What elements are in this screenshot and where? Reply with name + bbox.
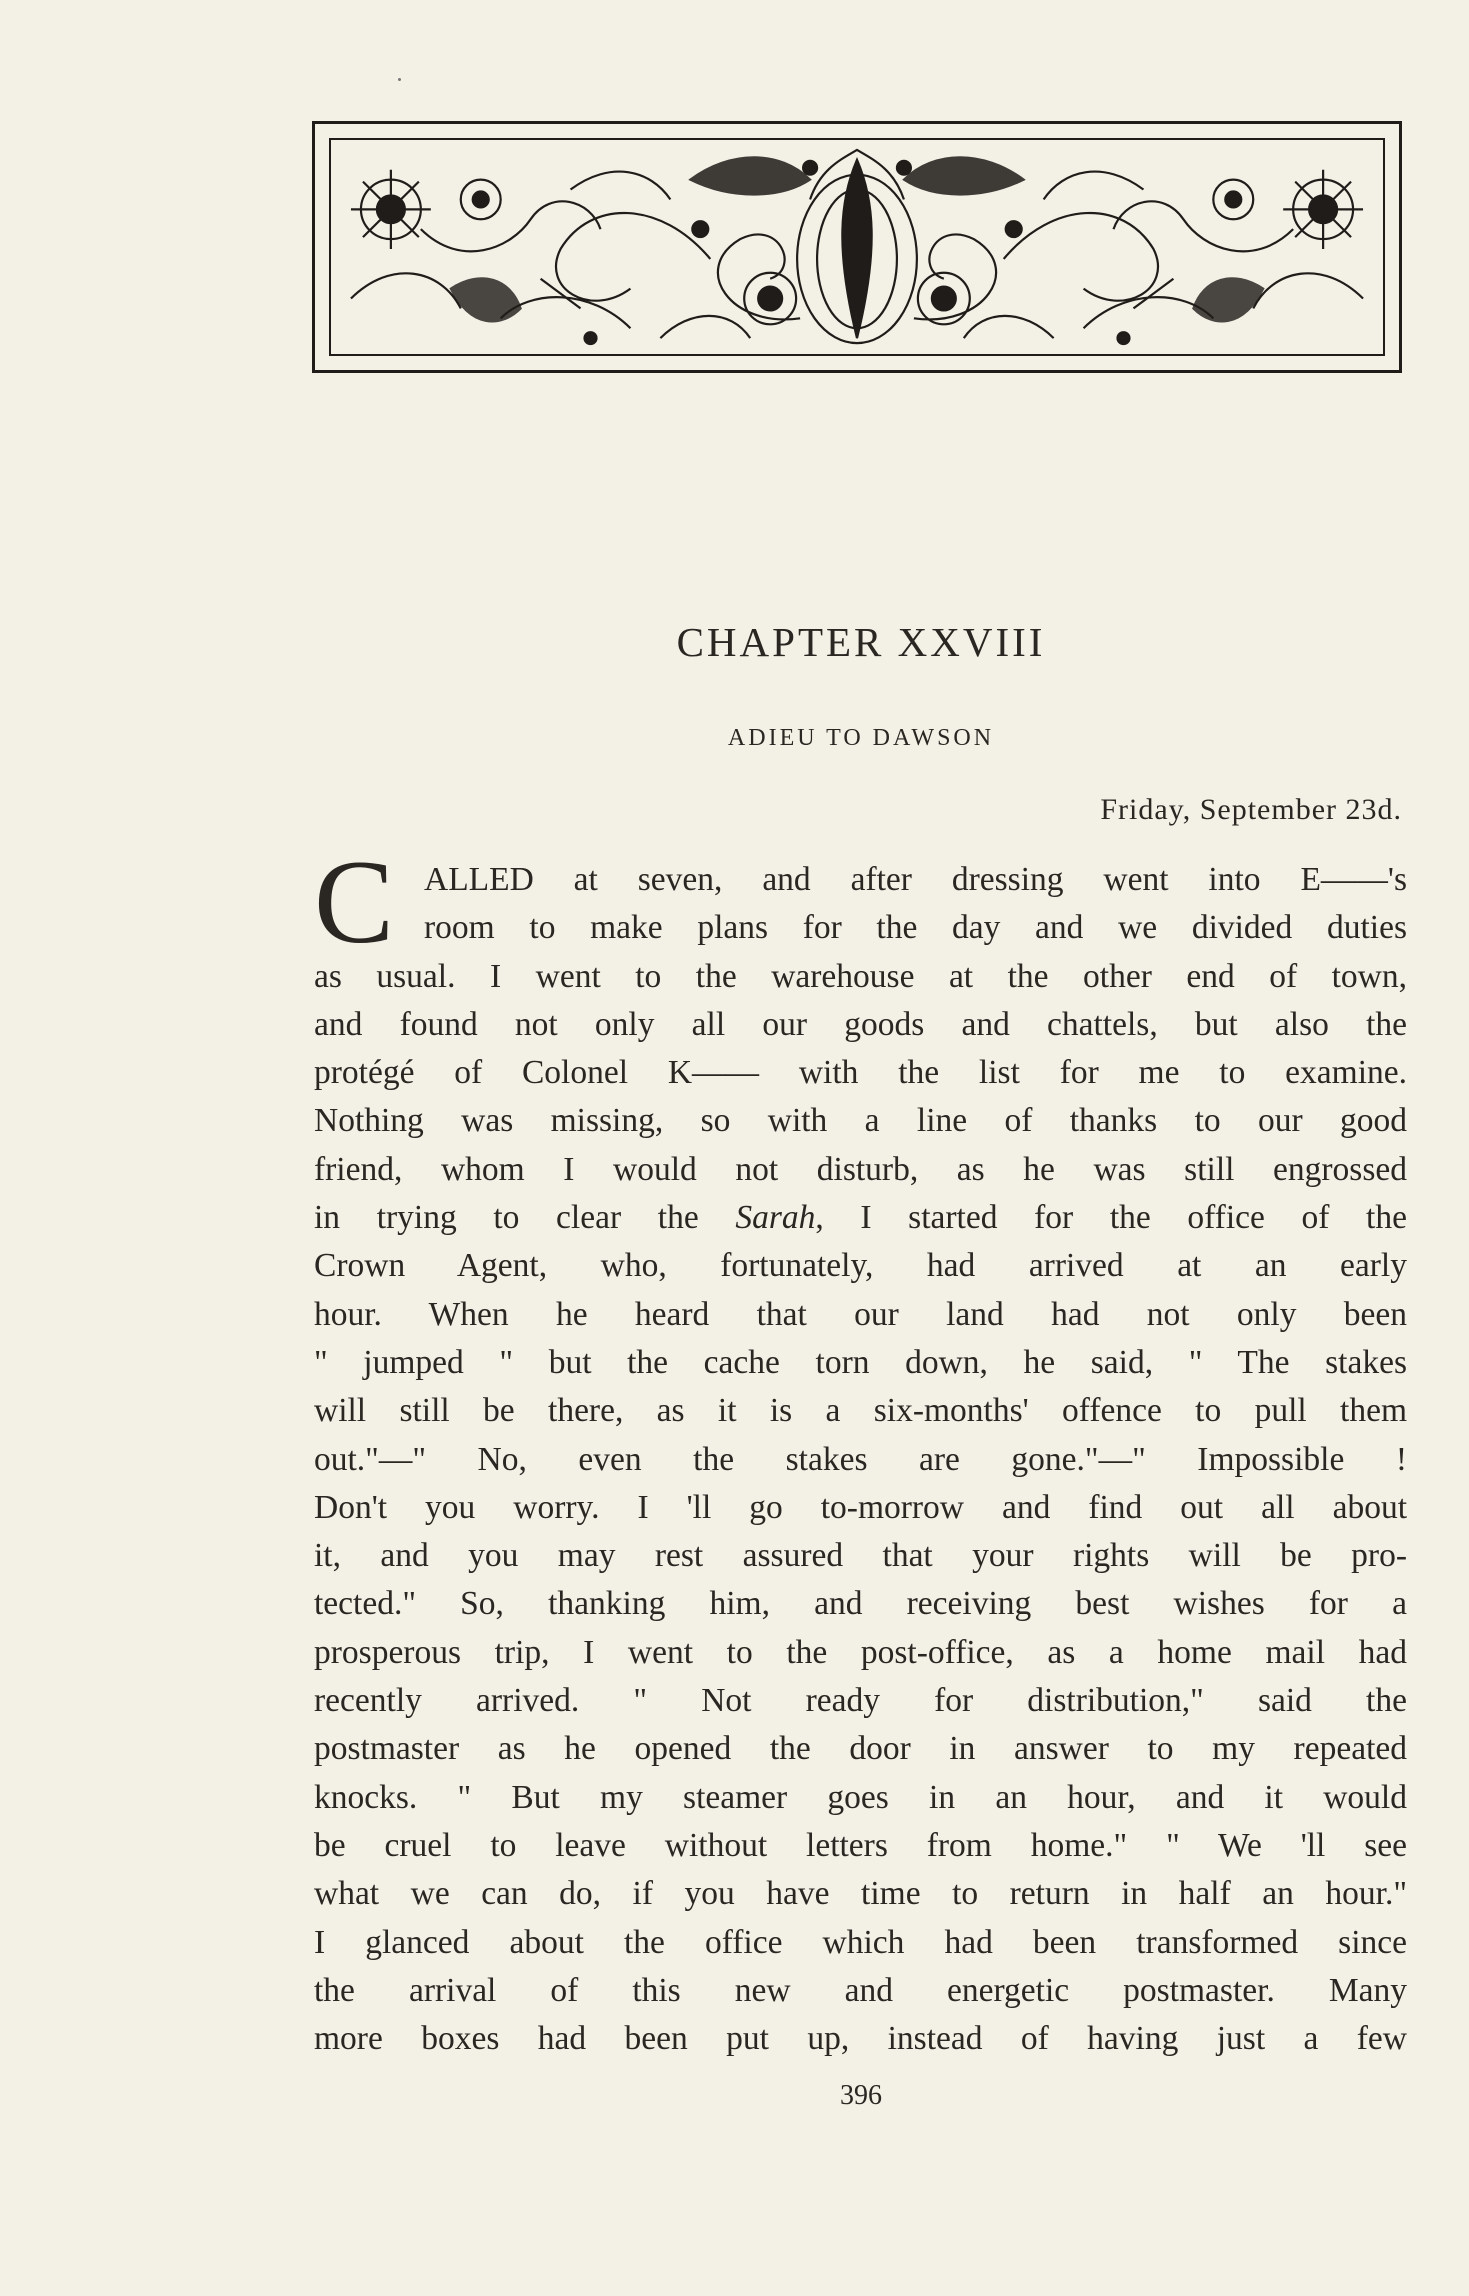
text-line: out."—" No, even the stakes are gone."—" Impossible !: [314, 1440, 1407, 1478]
header-ornament: [312, 121, 1402, 373]
text-line: Don't you worry. I 'll go to-morrow and find out all about: [314, 1488, 1407, 1526]
text-line: " jumped " but the cache torn down, he said, " The stakes: [314, 1343, 1407, 1381]
text-line: in trying to clear the Sarah, I started for the office of the: [314, 1199, 1407, 1237]
text-line: Nothing was missing, so with a line of thanks to our good: [314, 1102, 1407, 1140]
text-line: postmaster as he opened the door in answer to my repeated: [314, 1730, 1407, 1768]
text-line: will still be there, as it is a six-months' offence to pull them: [314, 1392, 1407, 1430]
text-line: ALLED at seven, and after dressing went into E——'s: [424, 861, 1407, 898]
text-line: friend, whom I would not disturb, as he was still engrossed: [314, 1150, 1407, 1188]
ship-name: Sarah: [735, 1199, 816, 1237]
text-line: it, and you may rest assured that your rights will be pro-: [314, 1537, 1407, 1575]
text-line: prosperous trip, I went to the post-office, as a home mail had: [314, 1633, 1407, 1671]
text-line: what we can do, if you have time to return in half an hour.": [314, 1875, 1407, 1913]
text-line: knocks. " But my steamer goes in an hour, and it would: [314, 1778, 1407, 1816]
body-text: [314, 856, 1407, 2063]
text-line: be cruel to leave without letters from home." " We 'll see: [314, 1826, 1407, 1864]
text-line: I glanced about the office which had been transformed since: [314, 1923, 1407, 1961]
ornament-inner-frame: [329, 138, 1385, 356]
floral-ornament-icon: [331, 140, 1383, 354]
text-line: room to make plans for the day and we divided duties: [424, 909, 1407, 947]
text-line: recently arrived. " Not ready for distribution," said the: [314, 1682, 1407, 1720]
text-line: the arrival of this new and energetic postmaster. Many: [314, 1971, 1407, 2009]
date-line: Friday, September 23d.: [1100, 793, 1402, 826]
chapter-title: CHAPTER XXVIII: [676, 619, 1046, 665]
chapter-subtitle: ADIEU TO DAWSON: [727, 725, 995, 751]
text-line: and found not only all our goods and chattels, but also the: [314, 1005, 1407, 1043]
text-line: Crown Agent, who, fortunately, had arrived at an early: [314, 1247, 1407, 1285]
text-line: protégé of Colonel K—— with the list for me to examine.: [314, 1054, 1407, 1092]
drop-cap: C: [314, 835, 395, 968]
text-line: hour. When he heard that our land had not only been: [314, 1295, 1407, 1333]
page-speck: [398, 78, 401, 81]
text-line: as usual. I went to the warehouse at the other end of town,: [314, 957, 1407, 995]
text-line: more boxes had been put up, instead of having just a few: [314, 2020, 1407, 2058]
page-number: 396: [840, 2080, 882, 2111]
text-line: tected." So, thanking him, and receiving best wishes for a: [314, 1585, 1407, 1623]
